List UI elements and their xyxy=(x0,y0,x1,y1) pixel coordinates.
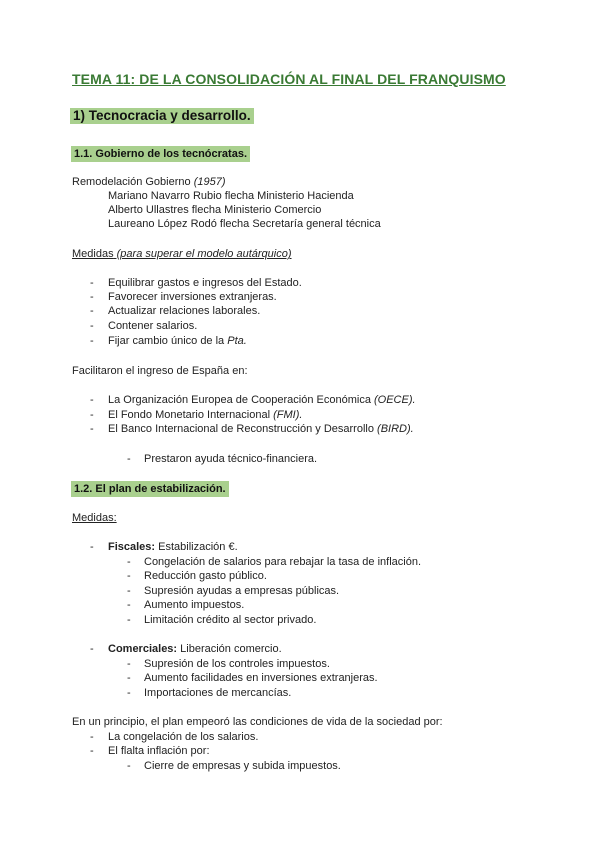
bullet-dash: - xyxy=(90,291,94,303)
comerciales-line xyxy=(108,642,282,656)
bullet-dash: - xyxy=(127,599,131,611)
org-abbr: (BIRD). xyxy=(377,423,414,435)
bullet-dash: - xyxy=(127,658,131,670)
bullet-dash: - xyxy=(127,556,131,568)
medidas-line xyxy=(72,247,292,261)
bullet-dash: - xyxy=(90,394,94,406)
fiscales-line xyxy=(108,540,238,554)
org-name: El Banco Internacional de Reconstrucción y Desarrollo xyxy=(108,423,378,435)
list-item: Aumento facilidades en inversiones extranjeras. xyxy=(144,672,378,684)
fiscales-label: Fiscales: xyxy=(108,541,156,553)
list-item: Aumento impuestos. xyxy=(144,599,245,611)
subheading-gobierno: 1.1. Gobierno de los tecnócratas. xyxy=(71,146,250,162)
bullet-dash: - xyxy=(90,643,94,655)
bullet-dash: - xyxy=(90,277,94,289)
org-abbr: (FMI). xyxy=(273,409,303,421)
org-name: El Fondo Monetario Internacional xyxy=(108,409,274,421)
minister-line: Laureano López Rodó flecha Secretaría general técnica xyxy=(108,218,381,230)
medidas-label-2: Medidas: xyxy=(72,512,117,524)
facilitaron-line: Facilitaron el ingreso de España en: xyxy=(72,365,248,377)
remodel-year: (1957) xyxy=(193,176,226,188)
minister-line: Alberto Ullastres flecha Ministerio Comercio xyxy=(108,204,322,216)
bullet-dash: - xyxy=(90,731,94,743)
subheading-plan-estabilizacion: 1.2. El plan de estabilización. xyxy=(71,481,229,497)
bullet-dash: - xyxy=(90,745,94,757)
list-item-text: Fijar cambio único de la xyxy=(108,335,228,347)
list-item: Supresión de los controles impuestos. xyxy=(144,658,330,670)
list-item: El flalta inflación por: xyxy=(108,745,210,757)
bullet-dash: - xyxy=(90,541,94,553)
fiscales-text: Estabilización €. xyxy=(155,541,238,553)
pta-text: Pta. xyxy=(227,335,247,347)
list-item: Cierre de empresas y subida impuestos. xyxy=(144,760,341,772)
comerciales-text: Liberación comercio. xyxy=(177,643,282,655)
bullet-dash: - xyxy=(90,320,94,332)
list-item xyxy=(108,408,302,422)
bullet-dash: - xyxy=(90,305,94,317)
bullet-dash: - xyxy=(127,614,131,626)
bullet-dash: - xyxy=(90,409,94,421)
bullet-dash: - xyxy=(90,335,94,347)
medidas-label: Medidas xyxy=(72,248,114,260)
list-item: Actualizar relaciones laborales. xyxy=(108,305,261,317)
list-item: Congelación de salarios para rebajar la tasa de inflación. xyxy=(144,556,422,568)
list-item: Prestaron ayuda técnico-financiera. xyxy=(144,453,318,465)
minister-line: Mariano Navarro Rubio flecha Ministerio Hacienda xyxy=(108,190,354,202)
bullet-dash: - xyxy=(127,585,131,597)
list-item xyxy=(108,334,247,348)
list-item: Importaciones de mercancías. xyxy=(144,687,292,699)
bullet-dash: - xyxy=(127,672,131,684)
list-item: Supresión ayudas a empresas públicas. xyxy=(144,585,340,597)
list-item: Favorecer inversiones extranjeras. xyxy=(108,291,277,303)
document-title: TEMA 11: DE LA CONSOLIDACIÓN AL FINAL DEL FRANQUISMO xyxy=(72,71,506,87)
remodel-line xyxy=(72,175,225,189)
bullet-dash: - xyxy=(90,423,94,435)
org-name: La Organización Europea de Cooperación Económica xyxy=(108,394,374,406)
medidas-note: (para superar el modelo autárquico) xyxy=(113,248,292,260)
list-item xyxy=(108,393,416,407)
remodel-label: Remodelación Gobierno xyxy=(72,176,194,188)
list-item: La congelación de los salarios. xyxy=(108,731,259,743)
principio-line: En un principio, el plan empeoró las condiciones de vida de la sociedad por: xyxy=(72,716,443,728)
bullet-dash: - xyxy=(127,453,131,465)
org-abbr: (OECE). xyxy=(374,394,416,406)
list-item: Limitación crédito al sector privado. xyxy=(144,614,317,626)
list-item: Reducción gasto público. xyxy=(144,570,267,582)
bullet-dash: - xyxy=(127,570,131,582)
list-item: Contener salarios. xyxy=(108,320,198,332)
list-item xyxy=(108,422,414,436)
bullet-dash: - xyxy=(127,760,131,772)
bullet-dash: - xyxy=(127,687,131,699)
section-heading-tecnocracia: 1) Tecnocracia y desarrollo. xyxy=(70,108,254,124)
list-item: Equilibrar gastos e ingresos del Estado. xyxy=(108,277,302,289)
comerciales-label: Comerciales: xyxy=(108,643,178,655)
